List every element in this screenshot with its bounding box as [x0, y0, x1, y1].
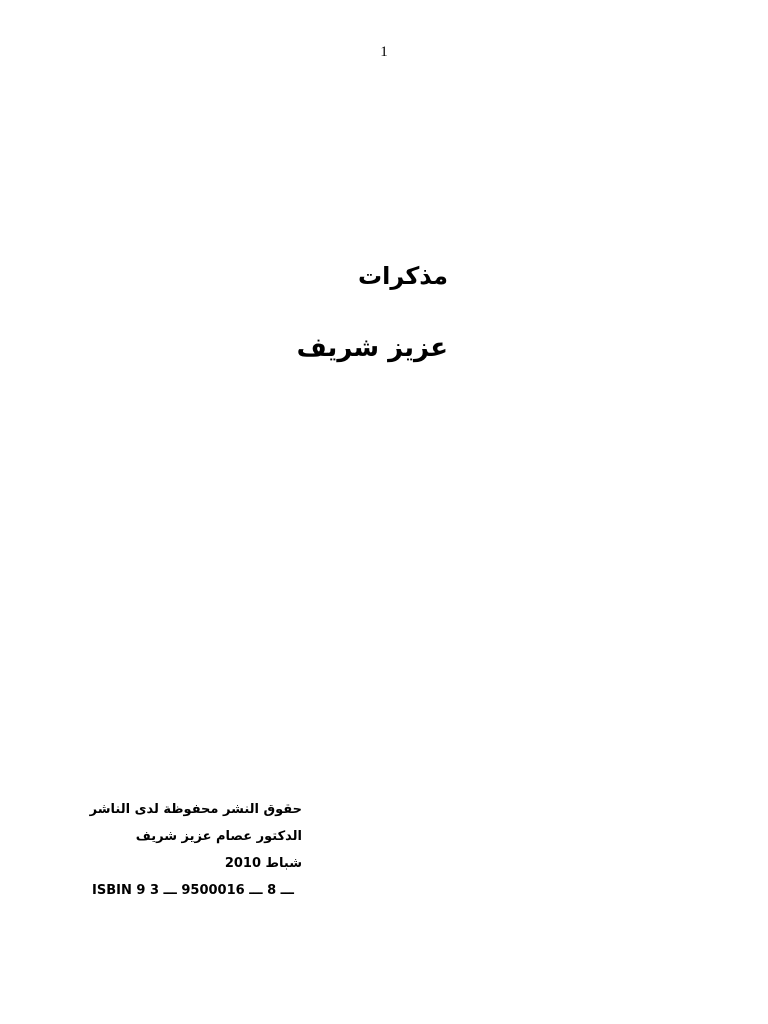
publication-date: شباط 2010 — [224, 856, 302, 871]
isbn-number: ISBIN 9 ـــ 8 ـــ 9500016 ـــ 3 — [92, 883, 294, 898]
colophon — [89, 796, 302, 904]
book-title: مذكرات — [358, 262, 448, 290]
publisher-name: الدكتور عصام عزيز شريف — [135, 829, 302, 844]
page-number: 1 — [380, 44, 388, 60]
title-block — [297, 258, 448, 366]
book-author: عزيز شريف — [296, 333, 448, 363]
copyright-notice: حقوق النشر محفوظة لدى الناشر — [89, 802, 302, 817]
